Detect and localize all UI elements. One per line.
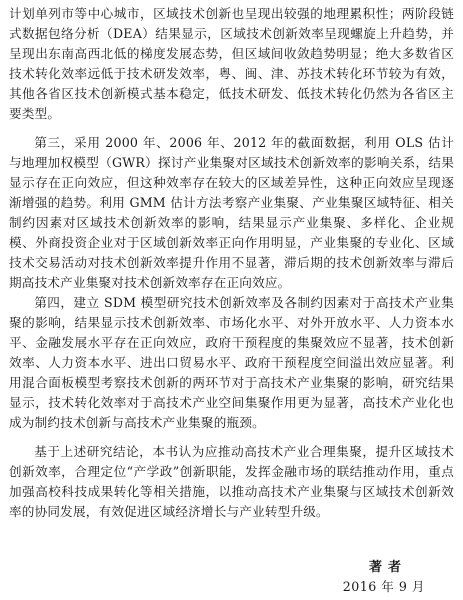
paragraph-1: 计划单列市等中心城市，区域技术创新也呈现出较强的地理累积性；两阶段链式数据包络分析（DEA）结果显示，区域技术创新效率呈现螺旋上升趋势，并呈现出东南高西北低的梯度发展态势，但区域间收敛趋势明显；绝大多数省区技术转化效率远低于技术研发效率，粤、闽、津、苏技术转化环节较为有效，其他各省区技术创新模式基本稳定，低技术研发、低技术转化仍然为各省区主要类型。: [9, 6, 454, 121]
preface-date: 2016 年 9 月: [342, 579, 425, 594]
paragraph-4: 基于上述研究结论，本书认为应推动高技术产业合理集聚，提升区域技术创新效率，合理定位“产学政”创新职能，发挥金融市场的联结推动作用，重点加强高校科技成果转化等相关措施，以推动高技术产业集聚与区域技术创新效率的协同发展，有效促进区域经济增长与产业转型升级。: [9, 444, 454, 519]
author-signature: 著者: [368, 560, 407, 575]
document-body: [9, 4, 454, 522]
paragraph-3: 第四，建立 SDM 模型研究技术创新效率及各制约因素对于高技术产业集聚的影响，结果显示技术创新效率、市场化水平、对外开放水平、人力资本水平、金融发展水平存在正向效应，政府干预程度的集聚效应不显著，技术创新效率、人力资本水平、进出口贸易水平、政府干预程度空间溢出效应显著。利用混合面板模型考察技术创新的两环节对于高技术产业集聚的影响，研究结果显示，技术转化效率对于高技术产业空间集聚作用更为显著，高技术产业化也成为制约技术创新与高技术产业集聚的瓶颈。: [9, 295, 454, 430]
paragraph-2: 第三，采用 2000 年、2006 年、2012 年的截面数据，利用 OLS 估计与地理加权模型（GWR）探讨产业集聚对区域技术创新效率的影响关系，结果显示存在正向效应，但这种效率存在较大的区域差异性，这种正向效应呈现逐渐增强的趋势。利用 GMM 估计方法考察产业集聚、产业集聚区域特征、相关制约因素对区域技术创新效率的影响，结果显示产业集聚、多样化、企业规模、外商投资企业对于区域创新效率正向作用明显，产业集聚的专业化、区域技术交易活动对技术创新效率提升作用不显著，滞后期的技术创新效率与滞后期高技术产业集聚对技术创新效率存在正向效应。: [9, 135, 454, 290]
